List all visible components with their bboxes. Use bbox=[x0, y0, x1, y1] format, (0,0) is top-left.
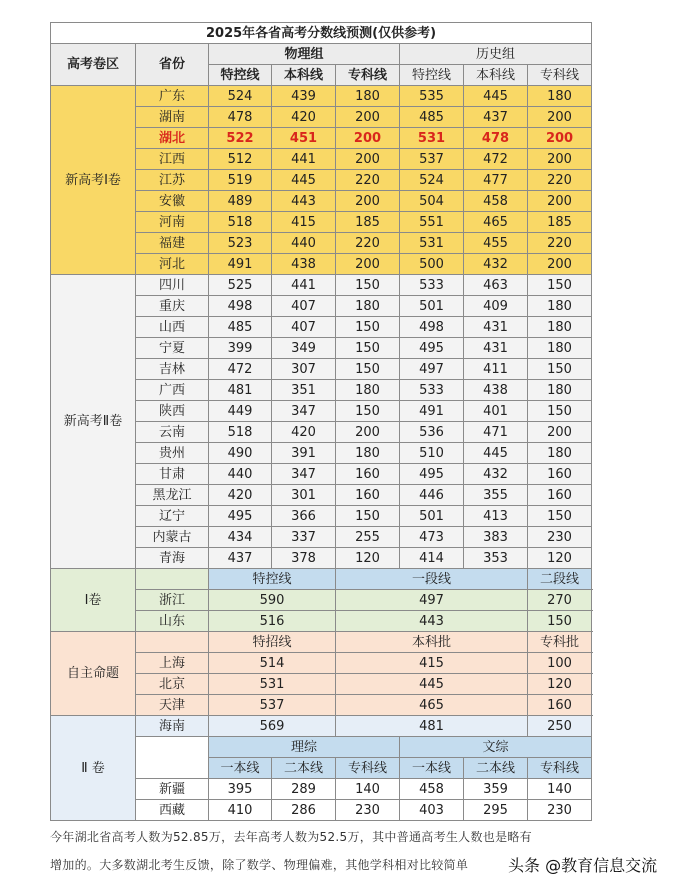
header-history: 历史组 bbox=[400, 44, 592, 65]
score-cell: 440 bbox=[209, 464, 272, 485]
score-cell: 395 bbox=[209, 779, 272, 800]
score-cell: 524 bbox=[400, 170, 464, 191]
score-cell: 458 bbox=[464, 191, 528, 212]
score-cell: 455 bbox=[464, 233, 528, 254]
score-cell: 351 bbox=[272, 380, 336, 401]
header-col: 专科线 bbox=[336, 65, 400, 86]
province-cell: 湖北 bbox=[136, 128, 209, 149]
score-cell: 220 bbox=[336, 233, 400, 254]
score-cell: 497 bbox=[400, 359, 464, 380]
header-col: 特控线 bbox=[400, 65, 464, 86]
score-cell: 403 bbox=[400, 800, 464, 821]
score-cell: 180 bbox=[528, 317, 592, 338]
score-cell: 523 bbox=[209, 233, 272, 254]
score-cell: 160 bbox=[336, 485, 400, 506]
score-cell: 495 bbox=[400, 464, 464, 485]
score-cell: 411 bbox=[464, 359, 528, 380]
score-cell: 200 bbox=[336, 128, 400, 149]
score-cell: 533 bbox=[400, 275, 464, 296]
score-cell: 414 bbox=[400, 548, 464, 569]
province-cell: 山东 bbox=[136, 611, 209, 632]
score-cell: 200 bbox=[528, 107, 592, 128]
province-cell: 河北 bbox=[136, 254, 209, 275]
score-cell: 180 bbox=[336, 296, 400, 317]
score-cell: 438 bbox=[272, 254, 336, 275]
score-cell: 160 bbox=[528, 464, 592, 485]
score-cell: 495 bbox=[400, 338, 464, 359]
score-cell: 150 bbox=[528, 611, 592, 632]
score-cell: 443 bbox=[336, 611, 528, 632]
j1-header bbox=[51, 569, 592, 590]
score-cell: 437 bbox=[209, 548, 272, 569]
score-cell: 420 bbox=[272, 422, 336, 443]
score-cell: 485 bbox=[209, 317, 272, 338]
score-cell: 150 bbox=[336, 275, 400, 296]
score-cell: 180 bbox=[336, 86, 400, 107]
score-cell: 531 bbox=[400, 128, 464, 149]
score-cell: 415 bbox=[272, 212, 336, 233]
score-cell: 498 bbox=[209, 296, 272, 317]
score-cell: 498 bbox=[400, 317, 464, 338]
score-cell: 535 bbox=[400, 86, 464, 107]
header-col: 专科线 bbox=[528, 758, 592, 779]
province-cell: 贵州 bbox=[136, 443, 209, 464]
score-cell: 150 bbox=[336, 506, 400, 527]
score-cell: 537 bbox=[209, 695, 336, 716]
score-cell: 230 bbox=[528, 800, 592, 821]
paragraph-line-1: 今年湖北省高考人数为52.85万，去年高考人数为52.5万，其中普通高考生人数也是略有 bbox=[50, 830, 532, 844]
score-cell: 150 bbox=[528, 506, 592, 527]
score-cell: 295 bbox=[464, 800, 528, 821]
score-cell: 458 bbox=[400, 779, 464, 800]
province-cell: 山西 bbox=[136, 317, 209, 338]
score-cell: 531 bbox=[209, 674, 336, 695]
header-col: 特招线 bbox=[209, 632, 336, 653]
header-col: 二本线 bbox=[272, 758, 336, 779]
header-col: 特控线 bbox=[209, 569, 336, 590]
score-cell: 270 bbox=[528, 590, 592, 611]
header-col: 一段线 bbox=[336, 569, 528, 590]
score-cell: 431 bbox=[464, 317, 528, 338]
score-cell: 220 bbox=[528, 170, 592, 191]
score-cell: 485 bbox=[400, 107, 464, 128]
score-cell: 512 bbox=[209, 149, 272, 170]
watermark: 头条 @教育信息交流 bbox=[508, 856, 658, 875]
province-cell: 上海 bbox=[136, 653, 209, 674]
score-cell: 255 bbox=[336, 527, 400, 548]
region-j2: Ⅱ 卷 bbox=[51, 716, 136, 821]
score-cell: 533 bbox=[400, 380, 464, 401]
province-cell: 西藏 bbox=[136, 800, 209, 821]
hainan-row bbox=[51, 716, 592, 737]
blank-cell bbox=[136, 737, 209, 779]
score-cell: 355 bbox=[464, 485, 528, 506]
score-cell: 410 bbox=[209, 800, 272, 821]
score-cell: 451 bbox=[272, 128, 336, 149]
score-cell: 120 bbox=[528, 548, 592, 569]
score-cell: 180 bbox=[336, 380, 400, 401]
score-cell: 200 bbox=[336, 149, 400, 170]
score-cell: 160 bbox=[528, 695, 592, 716]
score-cell: 413 bbox=[464, 506, 528, 527]
score-cell: 522 bbox=[209, 128, 272, 149]
score-cell: 150 bbox=[336, 359, 400, 380]
score-cell: 180 bbox=[528, 86, 592, 107]
score-cell: 160 bbox=[336, 464, 400, 485]
score-cell: 478 bbox=[209, 107, 272, 128]
header-physics: 物理组 bbox=[209, 44, 400, 65]
title-row bbox=[51, 23, 592, 44]
score-cell: 150 bbox=[528, 401, 592, 422]
score-cell: 150 bbox=[528, 359, 592, 380]
score-cell: 180 bbox=[528, 296, 592, 317]
score-cell: 383 bbox=[464, 527, 528, 548]
score-cell: 438 bbox=[464, 380, 528, 401]
blank-cell bbox=[136, 632, 209, 653]
score-cell: 140 bbox=[528, 779, 592, 800]
score-cell: 495 bbox=[209, 506, 272, 527]
region-new1: 新高考Ⅰ卷 bbox=[51, 86, 136, 275]
score-cell: 200 bbox=[528, 422, 592, 443]
self-header bbox=[51, 632, 592, 653]
score-cell: 510 bbox=[400, 443, 464, 464]
score-cell: 445 bbox=[464, 443, 528, 464]
score-cell: 537 bbox=[400, 149, 464, 170]
header-col: 一本线 bbox=[209, 758, 272, 779]
blank-cell bbox=[136, 569, 209, 590]
score-cell: 399 bbox=[209, 338, 272, 359]
score-cell: 516 bbox=[209, 611, 336, 632]
score-cell: 491 bbox=[400, 401, 464, 422]
header-arts: 文综 bbox=[400, 737, 592, 758]
header-col: 专科线 bbox=[528, 65, 592, 86]
score-cell: 150 bbox=[336, 338, 400, 359]
score-cell: 391 bbox=[272, 443, 336, 464]
score-cell: 100 bbox=[528, 653, 592, 674]
score-cell: 489 bbox=[209, 191, 272, 212]
score-cell: 366 bbox=[272, 506, 336, 527]
score-cell: 501 bbox=[400, 296, 464, 317]
score-cell: 353 bbox=[464, 548, 528, 569]
score-cell: 301 bbox=[272, 485, 336, 506]
score-cell: 407 bbox=[272, 296, 336, 317]
province-cell: 黑龙江 bbox=[136, 485, 209, 506]
table-row bbox=[51, 275, 592, 296]
score-table bbox=[50, 22, 592, 821]
score-cell: 359 bbox=[464, 779, 528, 800]
score-cell: 472 bbox=[464, 149, 528, 170]
score-cell: 477 bbox=[464, 170, 528, 191]
score-cell: 185 bbox=[528, 212, 592, 233]
table-row bbox=[51, 86, 592, 107]
province-cell: 重庆 bbox=[136, 296, 209, 317]
score-cell: 407 bbox=[272, 317, 336, 338]
score-cell: 531 bbox=[400, 233, 464, 254]
header-col: 二段线 bbox=[528, 569, 592, 590]
header-row-1 bbox=[51, 44, 592, 65]
province-cell: 青海 bbox=[136, 548, 209, 569]
province-cell: 江西 bbox=[136, 149, 209, 170]
score-cell: 420 bbox=[209, 485, 272, 506]
province-cell: 北京 bbox=[136, 674, 209, 695]
region-self: 自主命题 bbox=[51, 632, 136, 716]
score-cell: 525 bbox=[209, 275, 272, 296]
province-cell: 福建 bbox=[136, 233, 209, 254]
header-col: 一本线 bbox=[400, 758, 464, 779]
province-cell: 辽宁 bbox=[136, 506, 209, 527]
score-cell: 347 bbox=[272, 464, 336, 485]
header-col: 本科批 bbox=[336, 632, 528, 653]
score-cell: 150 bbox=[336, 401, 400, 422]
score-cell: 200 bbox=[528, 191, 592, 212]
header-col: 二本线 bbox=[464, 758, 528, 779]
score-cell: 307 bbox=[272, 359, 336, 380]
score-cell: 590 bbox=[209, 590, 336, 611]
score-cell: 409 bbox=[464, 296, 528, 317]
score-cell: 519 bbox=[209, 170, 272, 191]
province-cell: 安徽 bbox=[136, 191, 209, 212]
score-cell: 481 bbox=[209, 380, 272, 401]
score-cell: 518 bbox=[209, 212, 272, 233]
score-cell: 150 bbox=[336, 317, 400, 338]
score-cell: 524 bbox=[209, 86, 272, 107]
score-cell: 478 bbox=[464, 128, 528, 149]
province-cell: 广西 bbox=[136, 380, 209, 401]
score-cell: 378 bbox=[272, 548, 336, 569]
header-col: 专科批 bbox=[528, 632, 592, 653]
score-cell: 441 bbox=[272, 149, 336, 170]
province-cell: 新疆 bbox=[136, 779, 209, 800]
score-cell: 289 bbox=[272, 779, 336, 800]
score-cell: 286 bbox=[272, 800, 336, 821]
province-cell: 天津 bbox=[136, 695, 209, 716]
score-cell: 401 bbox=[464, 401, 528, 422]
header-col: 专科线 bbox=[336, 758, 400, 779]
score-cell: 536 bbox=[400, 422, 464, 443]
header-region: 高考卷区 bbox=[51, 44, 136, 86]
score-cell: 431 bbox=[464, 338, 528, 359]
province-cell: 内蒙古 bbox=[136, 527, 209, 548]
score-cell: 437 bbox=[464, 107, 528, 128]
score-cell: 463 bbox=[464, 275, 528, 296]
header-col: 本科线 bbox=[464, 65, 528, 86]
score-cell: 501 bbox=[400, 506, 464, 527]
score-cell: 200 bbox=[336, 422, 400, 443]
score-cell: 434 bbox=[209, 527, 272, 548]
score-cell: 200 bbox=[528, 128, 592, 149]
score-cell: 200 bbox=[528, 149, 592, 170]
score-cell: 472 bbox=[209, 359, 272, 380]
score-cell: 230 bbox=[528, 527, 592, 548]
score-cell: 250 bbox=[528, 716, 592, 737]
score-cell: 349 bbox=[272, 338, 336, 359]
score-cell: 471 bbox=[464, 422, 528, 443]
score-cell: 415 bbox=[336, 653, 528, 674]
score-cell: 569 bbox=[209, 716, 336, 737]
header-science: 理综 bbox=[209, 737, 400, 758]
score-cell: 481 bbox=[336, 716, 528, 737]
score-cell: 230 bbox=[336, 800, 400, 821]
header-col: 本科线 bbox=[272, 65, 336, 86]
score-cell: 449 bbox=[209, 401, 272, 422]
score-cell: 440 bbox=[272, 233, 336, 254]
province-cell: 吉林 bbox=[136, 359, 209, 380]
region-j1: Ⅰ卷 bbox=[51, 569, 136, 632]
score-cell: 200 bbox=[336, 191, 400, 212]
province-cell: 四川 bbox=[136, 275, 209, 296]
score-cell: 491 bbox=[209, 254, 272, 275]
score-cell: 200 bbox=[336, 254, 400, 275]
score-cell: 504 bbox=[400, 191, 464, 212]
score-cell: 439 bbox=[272, 86, 336, 107]
province-cell: 陕西 bbox=[136, 401, 209, 422]
province-cell: 广东 bbox=[136, 86, 209, 107]
score-cell: 200 bbox=[336, 107, 400, 128]
score-cell: 185 bbox=[336, 212, 400, 233]
region-new2: 新高考Ⅱ卷 bbox=[51, 275, 136, 569]
province-cell: 云南 bbox=[136, 422, 209, 443]
score-cell: 140 bbox=[336, 779, 400, 800]
province-cell: 河南 bbox=[136, 212, 209, 233]
score-cell: 347 bbox=[272, 401, 336, 422]
score-cell: 500 bbox=[400, 254, 464, 275]
province-cell: 宁夏 bbox=[136, 338, 209, 359]
score-cell: 220 bbox=[528, 233, 592, 254]
province-cell: 甘肃 bbox=[136, 464, 209, 485]
score-cell: 180 bbox=[336, 443, 400, 464]
score-cell: 120 bbox=[528, 674, 592, 695]
score-cell: 220 bbox=[336, 170, 400, 191]
score-cell: 445 bbox=[464, 86, 528, 107]
score-cell: 497 bbox=[336, 590, 528, 611]
score-cell: 465 bbox=[336, 695, 528, 716]
score-cell: 160 bbox=[528, 485, 592, 506]
score-cell: 337 bbox=[272, 527, 336, 548]
score-cell: 180 bbox=[528, 338, 592, 359]
header-province: 省份 bbox=[136, 44, 209, 86]
score-cell: 446 bbox=[400, 485, 464, 506]
score-cell: 514 bbox=[209, 653, 336, 674]
paragraph-line-2: 增加的。大多数湖北考生反馈，除了数学、物理偏难，其他学科相对比较简单 bbox=[50, 858, 469, 872]
score-cell: 445 bbox=[272, 170, 336, 191]
province-cell: 江苏 bbox=[136, 170, 209, 191]
score-cell: 200 bbox=[528, 254, 592, 275]
score-cell: 180 bbox=[528, 380, 592, 401]
score-cell: 420 bbox=[272, 107, 336, 128]
score-cell: 551 bbox=[400, 212, 464, 233]
score-cell: 120 bbox=[336, 548, 400, 569]
score-cell: 150 bbox=[528, 275, 592, 296]
score-cell: 465 bbox=[464, 212, 528, 233]
score-cell: 473 bbox=[400, 527, 464, 548]
header-col: 特控线 bbox=[209, 65, 272, 86]
score-cell: 441 bbox=[272, 275, 336, 296]
province-cell: 浙江 bbox=[136, 590, 209, 611]
province-cell: 湖南 bbox=[136, 107, 209, 128]
score-cell: 432 bbox=[464, 254, 528, 275]
score-cell: 432 bbox=[464, 464, 528, 485]
score-cell: 180 bbox=[528, 443, 592, 464]
score-cell: 490 bbox=[209, 443, 272, 464]
score-cell: 518 bbox=[209, 422, 272, 443]
province-cell: 海南 bbox=[136, 716, 209, 737]
score-cell: 445 bbox=[336, 674, 528, 695]
table-title: 2025年各省高考分数线预测(仅供参考) bbox=[51, 23, 592, 44]
score-cell: 443 bbox=[272, 191, 336, 212]
